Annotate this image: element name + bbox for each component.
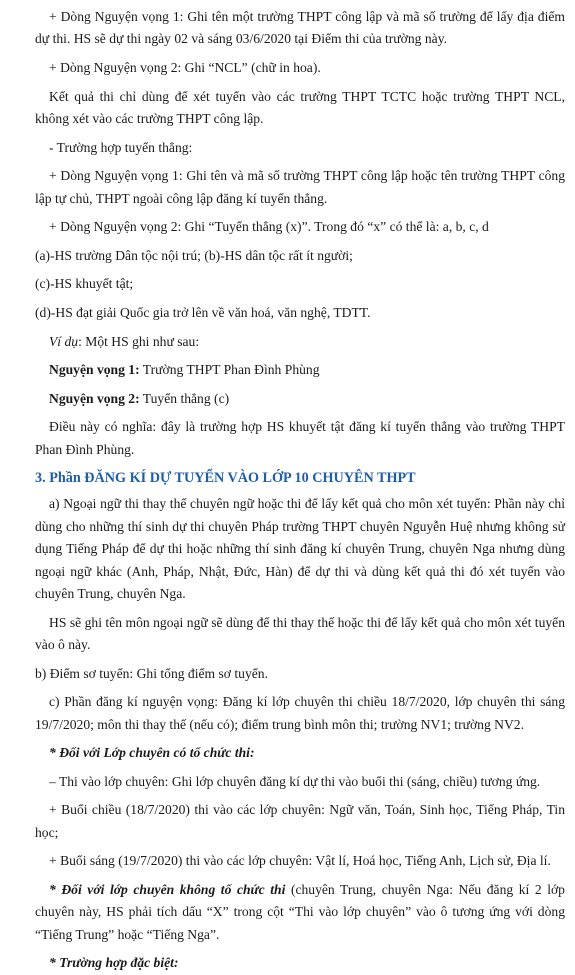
paragraph-meaning: Điều này có nghĩa: đây là trường hợp HS khuyết tật đăng kí tuyển thẳng vào trường THPT Phan Đình Phùng. xyxy=(35,419,565,457)
exam-classes-label: * Đối với Lớp chuyên có tổ chức thi: xyxy=(49,745,255,761)
paragraph-afternoon-session: + Buổi chiều (18/7/2020) thi vào các lớp chuyên: Ngữ văn, Toán, Sinh học, Tiếng Pháp, Tin học; xyxy=(35,802,565,840)
paragraph-language-field: HS sẽ ghi tên môn ngoại ngữ sẽ dùng để thi thay thế hoặc thi để lấy kết quả cho môn xét tuyển vào ô này. xyxy=(35,614,565,652)
paragraph-direct-nv1: + Dòng Nguyện vọng 1: Ghi tên và mã số trường THPT công lập hoặc tên trường THPT công lập tự chủ, THPT ngoài công lập đăng kí tuyển thẳng. xyxy=(35,168,565,206)
paragraph-special-case xyxy=(35,952,565,974)
example-nv2-text: Tuyển thẳng (c) xyxy=(139,390,230,406)
example-nv1-label: Nguyện vọng 1: xyxy=(49,362,140,378)
paragraph-morning-session: + Buổi sáng (19/7/2020) thi vào các lớp chuyên: Vật lí, Hoá học, Tiếng Anh, Lịch sử, Địa lí. xyxy=(49,853,551,869)
example-nv1-text: Trường THPT Phan Đình Phùng xyxy=(139,362,320,378)
no-exam-label: * Đối với lớp chuyên không tổ chức thi xyxy=(49,881,286,897)
paragraph-specialized-exam: – Thi vào lớp chuyên: Ghi lớp chuyên đăng kí dự thi vào buổi thi (sáng, chiều) tương ứng. xyxy=(49,773,541,789)
paragraph-nv2-ncl: + Dòng Nguyện vọng 2: Ghi “NCL” (chữ in hoa). xyxy=(49,60,321,75)
paragraph-exam-classes-heading xyxy=(35,742,565,764)
paragraph-foreign-language: a) Ngoại ngữ thi thay thế chuyên ngữ hoặc thi để lấy kết quả cho môn xét tuyển: Phần này chỉ dùng cho những thí sinh dự thi chuyên Pháp trường THPT chuyên Nguyễn Huệ nhưng không sử dụng Tiếng Pháp để dự thi hoặc những thí sinh đăng kí chuyên Trung, chuyên Nga nhưng dùng ngoại ngữ khác (Anh, Pháp, Nhật, Đức, Hàn) để dự thi và dùng kết quả thi đó xét tuyển vào chuyên Trung, chuyên Nga. xyxy=(35,496,565,601)
paragraph-example-nv1 xyxy=(35,359,565,381)
section-heading: 3. Phần ĐĂNG KÍ DỰ TUYỂN VÀO LỚP 10 CHUYÊN THPT xyxy=(35,470,416,487)
paragraph-nv1-public: + Dòng Nguyện vọng 1: Ghi tên một trường THPT công lập và mã số trường để lấy địa điểm dự thi. HS sẽ dự thi ngày 02 và sáng 03/6/2020 tại Điểm thi của trường này. xyxy=(35,9,565,47)
paragraph-option-c: (c)-HS khuyết tật; xyxy=(35,276,134,292)
paragraph-prelim-score: b) Điểm sơ tuyển: Ghi tổng điểm sơ tuyển. xyxy=(35,665,268,681)
paragraph-result-usage: Kết quả thi chỉ dùng để xét tuyển vào các trường THPT TCTC hoặc trường THPT NCL, không xét vào các trường THPT công lập. xyxy=(35,88,565,126)
special-case-label: * Trường hợp đặc biệt: xyxy=(49,955,179,971)
paragraph-example xyxy=(35,331,565,353)
paragraph-no-exam-classes xyxy=(35,879,565,946)
paragraph-option-a-b: (a)-HS trường Dân tộc nội trú; (b)-HS dân tộc rất ít người; xyxy=(35,247,353,263)
paragraph-example-nv2 xyxy=(35,388,565,410)
example-label: Ví dụ xyxy=(49,333,79,349)
paragraph-direct-admission-case: - Trường hợp tuyển thẳng: xyxy=(49,139,193,155)
paragraph-option-d: (d)-HS đạt giải Quốc gia trở lên về văn hoá, văn nghệ, TDTT. xyxy=(35,304,371,320)
paragraph-direct-nv2: + Dòng Nguyện vọng 2: Ghi “Tuyển thẳng (x)”. Trong đó “x” có thể là: a, b, c, d xyxy=(49,219,489,235)
paragraph-wish-registration: c) Phần đăng kí nguyện vọng: Đăng kí lớp chuyên thi chiều 18/7/2020, lớp chuyên thi sáng 19/7/2020; môn thi thay thế (nếu có); điểm trung bình môn thi; trường NV1; trường NV2. xyxy=(35,694,565,732)
example-nv2-label: Nguyện vọng 2: xyxy=(49,390,140,406)
example-text: : Một HS ghi như sau: xyxy=(78,333,200,349)
no-exam-text: (chuyên Trung, chuyên Nga: Nếu đăng kí 2 lớp chuyên này, HS phải tích dấu “X” trong cột “Thi vào lớp chuyên” vào ô tương ứng với dòng “Tiếng Trung” hoặc “Tiếng Nga”. xyxy=(35,881,565,942)
